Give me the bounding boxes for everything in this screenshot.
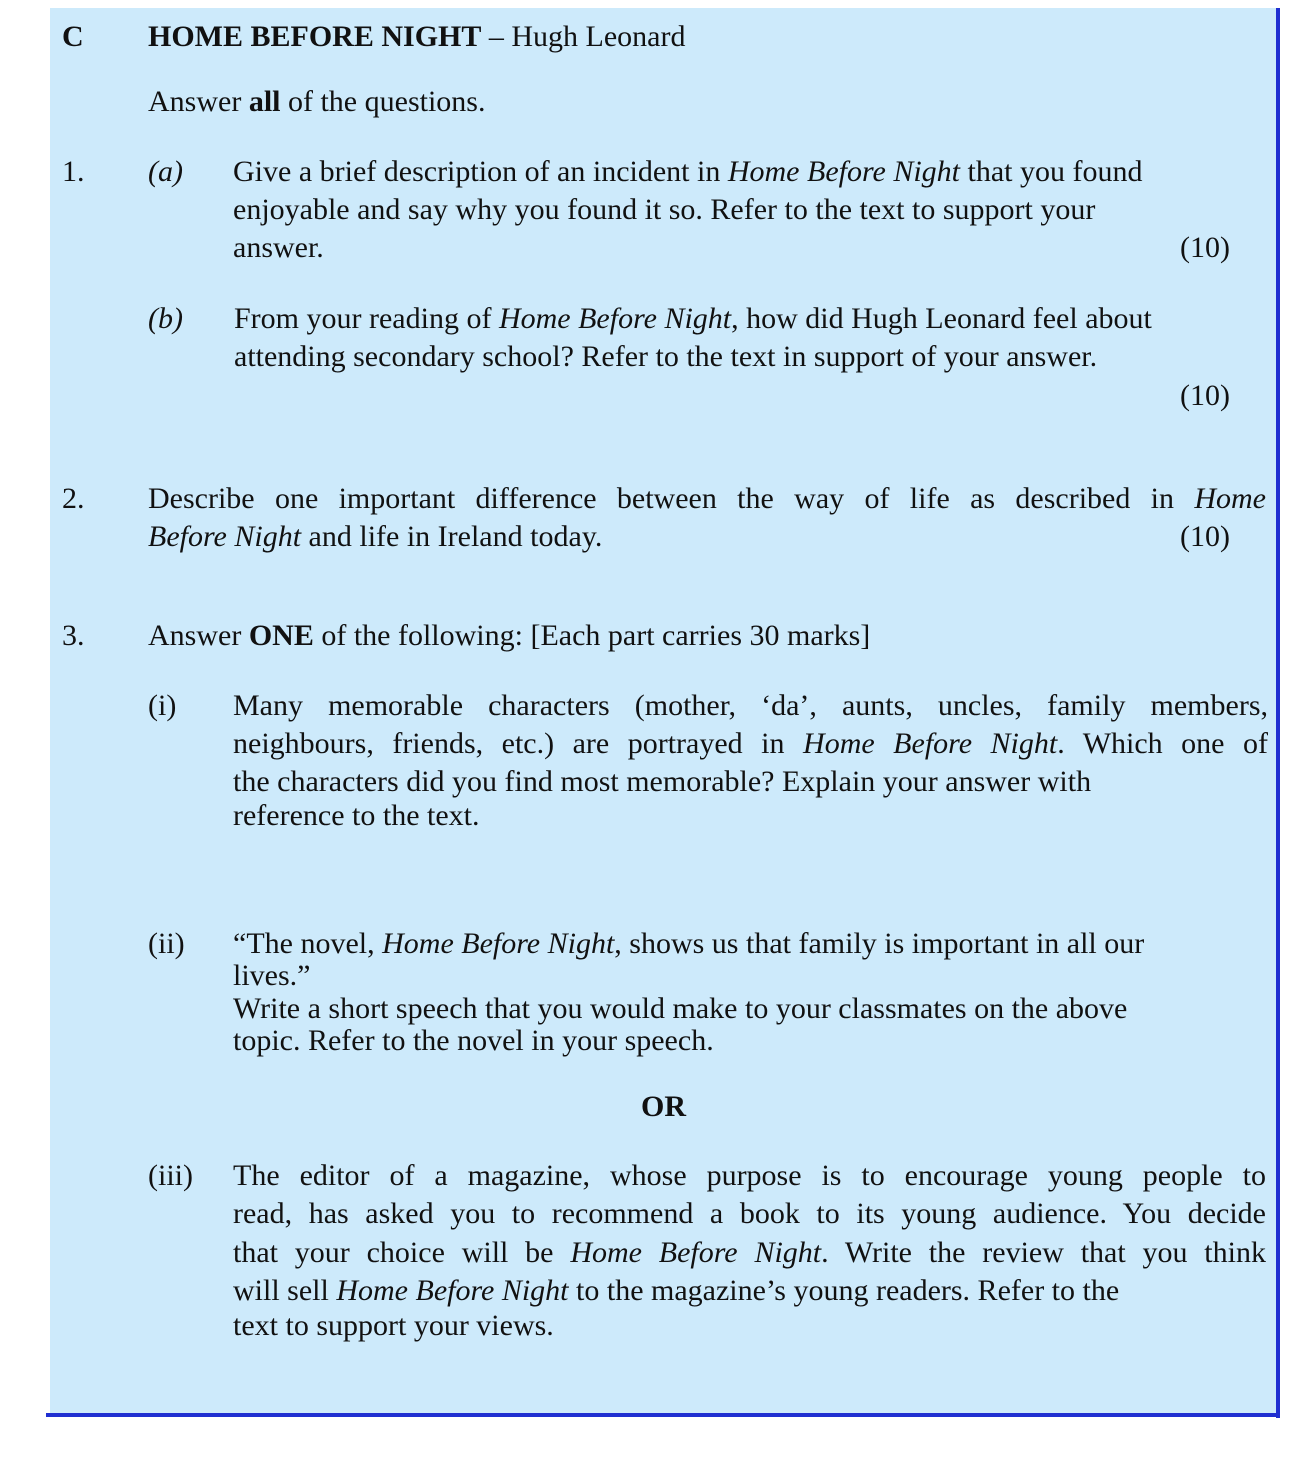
or-divider: OR bbox=[641, 1090, 686, 1123]
book-title: Home Before Night bbox=[498, 302, 732, 335]
question-3ii-line4: topic. Refer to the novel in your speech. bbox=[233, 1024, 714, 1057]
book-title: Home Before Night bbox=[382, 927, 615, 960]
question-1a-label: (a) bbox=[148, 155, 183, 188]
question-1a-line1: Give a brief description of an incident in Home Before Night that you found bbox=[233, 155, 1143, 188]
question-3-intro: Answer ONE of the following: [Each part carries 30 marks] bbox=[148, 619, 871, 652]
question-3ii-line1: “The novel, Home Before Night, shows us that family is important in all our bbox=[233, 927, 1145, 960]
question-2-line2: Before Night and life in Ireland today. bbox=[148, 520, 603, 553]
question-3ii-line3: Write a short speech that you would make to your classmates on the above bbox=[233, 992, 1128, 1025]
question-3i-line1: Many memorable characters (mother, ‘da’, aunts, uncles, family members, bbox=[233, 689, 1268, 722]
question-3ii-line2: lives.” bbox=[233, 959, 311, 992]
section-heading bbox=[148, 18, 686, 56]
question-2-line1: Describe one important difference between the way of life as described in Home bbox=[148, 482, 1266, 515]
question-1-number: 1. bbox=[62, 155, 85, 188]
question-3i-line2: neighbours, friends, etc.) are portrayed in Home Before Night. Which one of bbox=[233, 727, 1268, 760]
question-1a-line2: enjoyable and say why you found it so. Refer to the text to support your bbox=[233, 193, 1096, 226]
book-title: Home Before Night bbox=[570, 1236, 822, 1269]
section-title: HOME BEFORE NIGHT bbox=[148, 20, 482, 53]
question-1b-line2: attending secondary school? Refer to the text in support of your answer. bbox=[234, 340, 1098, 373]
question-3iii-line1: The editor of a magazine, whose purpose is to encourage young people to bbox=[233, 1159, 1266, 1192]
question-3i-line4: reference to the text. bbox=[233, 799, 480, 832]
question-1b-marks: (10) bbox=[1180, 379, 1230, 412]
question-3iii-line3: that your choice will be Home Before Night. Write the review that you think bbox=[233, 1236, 1266, 1269]
question-3iii-line4: will sell Home Before Night to the magazine’s young readers. Refer to the bbox=[233, 1274, 1120, 1307]
question-2-number: 2. bbox=[62, 482, 85, 515]
panel-border-bottom bbox=[46, 1413, 1280, 1417]
book-title: Home Before Night bbox=[727, 155, 961, 188]
question-3iii-line5: text to support your views. bbox=[233, 1309, 554, 1342]
question-2-marks: (10) bbox=[1180, 520, 1230, 553]
book-title: Home Before Night bbox=[336, 1274, 569, 1307]
question-3ii-label: (ii) bbox=[148, 927, 185, 960]
question-3iii-label: (iii) bbox=[148, 1159, 193, 1192]
question-3i-label: (i) bbox=[148, 689, 177, 722]
question-1a-line3: answer. bbox=[233, 231, 324, 264]
section-letter: C bbox=[62, 20, 84, 53]
instruction-bold: all bbox=[248, 85, 281, 118]
heading-dash: – bbox=[481, 20, 512, 53]
instruction-pre: Answer bbox=[148, 85, 249, 118]
panel-border-right bbox=[1276, 8, 1280, 1418]
question-3-number: 3. bbox=[62, 619, 85, 652]
question-3i-line3: the characters did you find most memorable? Explain your answer with bbox=[233, 765, 1092, 798]
instruction-post: of the questions. bbox=[280, 85, 486, 118]
section-instruction bbox=[148, 83, 485, 121]
question-3iii-line2: read, has asked you to recommend a book to its young audience. You decide bbox=[233, 1197, 1266, 1230]
book-title: Home Before Night bbox=[803, 727, 1058, 760]
question-1b-line1: From your reading of Home Before Night, how did Hugh Leonard feel about bbox=[234, 302, 1152, 335]
section-author: Hugh Leonard bbox=[511, 20, 686, 53]
question-1a-marks: (10) bbox=[1180, 231, 1230, 264]
question-1b-label: (b) bbox=[148, 302, 183, 335]
